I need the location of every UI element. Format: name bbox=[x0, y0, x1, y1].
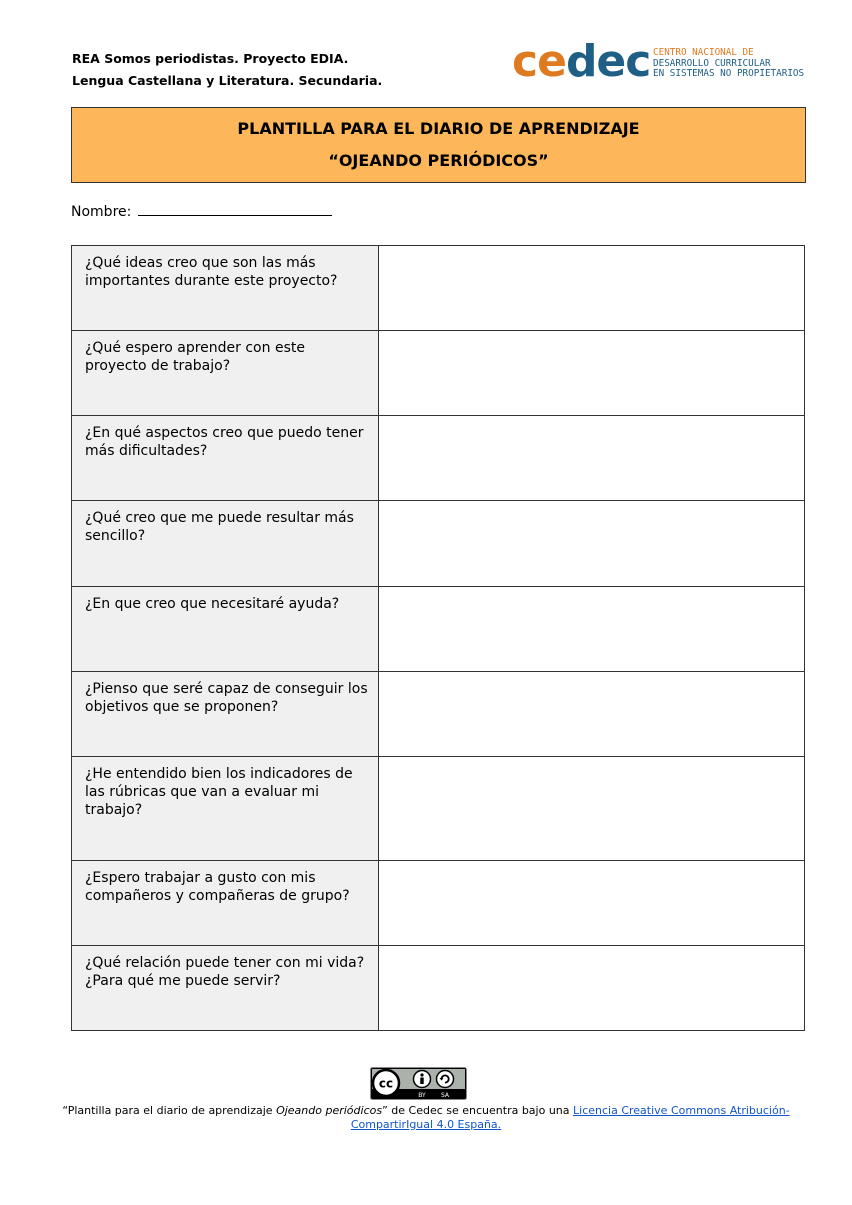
header-line-2: Lengua Castellana y Literatura. Secundaria. bbox=[72, 73, 383, 88]
title-box bbox=[71, 107, 806, 183]
license-link[interactable]: Licencia Creative Commons Atribución-CompartirIgual 4.0 España. bbox=[350, 1104, 790, 1131]
table-row bbox=[72, 331, 805, 416]
logo-sub-1: CENTRO NACIONAL DE bbox=[653, 47, 754, 58]
answer-cell[interactable] bbox=[379, 416, 805, 501]
table-row bbox=[72, 757, 805, 861]
question-cell: ¿Qué espero aprender con este proyecto de trabajo? bbox=[72, 331, 379, 416]
answer-cell[interactable] bbox=[379, 946, 805, 1031]
cc-icon-text: cc bbox=[378, 1076, 394, 1091]
question-cell: ¿Pienso que seré capaz de conseguir los objetivos que se proponen? bbox=[72, 672, 379, 757]
header-line-1: REA Somos periodistas. Proyecto EDIA. bbox=[72, 51, 349, 66]
footer-prefix: “Plantilla para el diario de aprendizaje bbox=[62, 1104, 277, 1117]
footer-work-title: Ojeando periódicos bbox=[276, 1104, 383, 1117]
answer-cell[interactable] bbox=[379, 672, 805, 757]
table-row bbox=[72, 861, 805, 946]
answer-cell[interactable] bbox=[379, 757, 805, 861]
question-cell: ¿Qué creo que me puede resultar más sencillo? bbox=[72, 501, 379, 587]
answer-cell[interactable] bbox=[379, 246, 805, 331]
share-alike-icon bbox=[437, 1071, 454, 1088]
logo-part-dec: dec bbox=[565, 36, 651, 87]
header-text bbox=[72, 48, 382, 92]
question-cell: ¿He entendido bien los indicadores de las rúbricas que van a evaluar mi trabajo? bbox=[72, 757, 379, 861]
logo-sub-2: DESARROLLO CURRICULAR bbox=[653, 57, 771, 69]
sa-label: SA bbox=[440, 1092, 450, 1099]
table-row bbox=[72, 672, 805, 757]
question-cell: ¿Qué relación puede tener con mi vida? ¿Para qué me puede servir? bbox=[72, 946, 379, 1031]
logo-sub-3: EN SISTEMAS NO PROPIETARIOS bbox=[653, 68, 805, 79]
cedec-logo bbox=[512, 36, 812, 88]
question-cell: ¿En que creo que necesitaré ayuda? bbox=[72, 587, 379, 672]
footer-middle: ” de Cedec se encuentra bajo una bbox=[382, 1104, 574, 1117]
logo-part-ce: ce bbox=[512, 36, 566, 87]
nombre-field bbox=[71, 201, 332, 220]
nombre-label: Nombre: bbox=[71, 204, 132, 220]
table-row bbox=[72, 246, 805, 331]
answer-cell[interactable] bbox=[379, 587, 805, 672]
answer-cell[interactable] bbox=[379, 501, 805, 587]
nombre-blank-line[interactable] bbox=[138, 201, 332, 216]
questions-table bbox=[71, 245, 805, 1031]
logo-wordmark bbox=[512, 34, 650, 90]
cc-by-sa-badge[interactable] bbox=[370, 1067, 467, 1100]
table-row bbox=[72, 946, 805, 1031]
license-footer bbox=[30, 1104, 822, 1132]
by-label: BY bbox=[418, 1092, 426, 1099]
title-line-2: “OJEANDO PERIÓDICOS” bbox=[328, 151, 549, 170]
table-row bbox=[72, 416, 805, 501]
title-line-1: PLANTILLA PARA EL DIARIO DE APRENDIZAJE bbox=[237, 119, 640, 138]
table-row bbox=[72, 501, 805, 587]
answer-cell[interactable] bbox=[379, 331, 805, 416]
logo-subtitle bbox=[653, 48, 804, 80]
table-row bbox=[72, 587, 805, 672]
question-cell: ¿En qué aspectos creo que puedo tener más dificultades? bbox=[72, 416, 379, 501]
question-cell: ¿Espero trabajar a gusto con mis compañeros y compañeras de grupo? bbox=[72, 861, 379, 946]
question-cell: ¿Qué ideas creo que son las más importantes durante este proyecto? bbox=[72, 246, 379, 331]
answer-cell[interactable] bbox=[379, 861, 805, 946]
